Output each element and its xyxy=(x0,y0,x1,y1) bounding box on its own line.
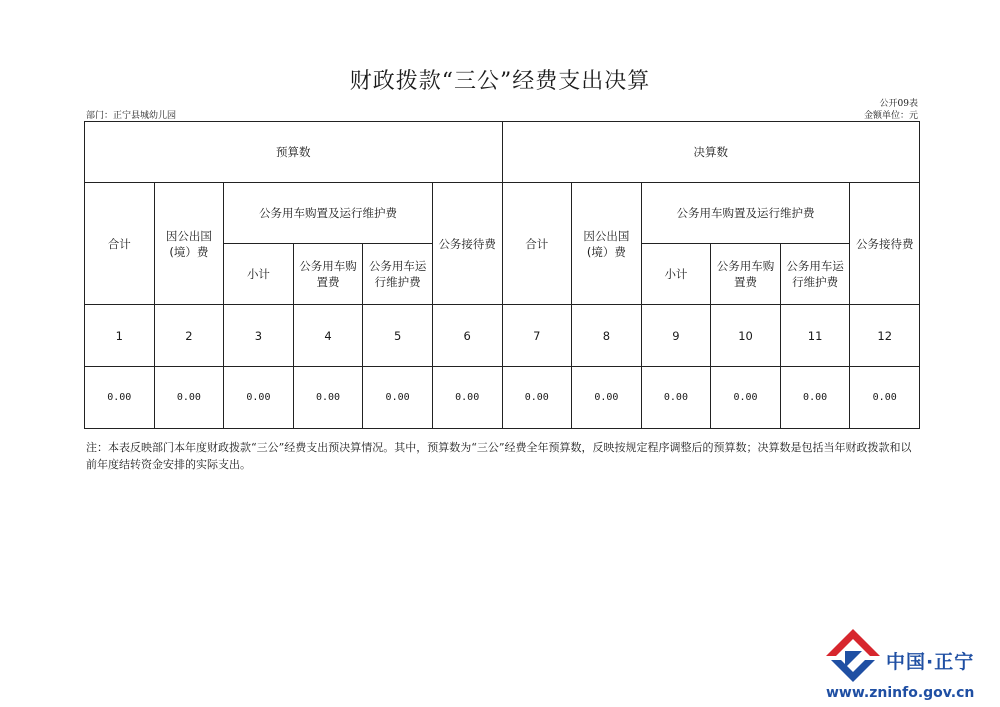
column-number-cell: 2 xyxy=(154,305,224,367)
column-number-cell: 12 xyxy=(850,305,920,367)
value-row xyxy=(85,367,920,429)
column-number-cell: 10 xyxy=(711,305,781,367)
final-abroad-header: 因公出国(境）费 xyxy=(572,183,642,305)
value-cell: 0.00 xyxy=(224,367,294,429)
column-number-cell: 11 xyxy=(780,305,850,367)
value-cell: 0.00 xyxy=(850,367,920,429)
budget-group-header: 预算数 xyxy=(85,122,503,183)
value-cell: 0.00 xyxy=(572,367,642,429)
value-cell: 0.00 xyxy=(154,367,224,429)
column-number-cell: 8 xyxy=(572,305,642,367)
final-subtotal-header: 小计 xyxy=(641,244,711,305)
budget-purchase-header: 公务用车购置费 xyxy=(293,244,363,305)
final-operation-header: 公务用车运行维护费 xyxy=(780,244,850,305)
budget-total-header: 合计 xyxy=(85,183,155,305)
value-cell: 0.00 xyxy=(711,367,781,429)
expense-table xyxy=(84,121,920,429)
column-number-cell: 4 xyxy=(293,305,363,367)
site-watermark xyxy=(820,625,990,705)
zhengning-logo-icon xyxy=(822,627,884,685)
column-number-cell: 6 xyxy=(432,305,502,367)
budget-vehicle-header: 公务用车购置及运行维护费 xyxy=(224,183,433,244)
final-purchase-header: 公务用车购置费 xyxy=(711,244,781,305)
value-cell: 0.00 xyxy=(363,367,433,429)
value-cell: 0.00 xyxy=(641,367,711,429)
budget-operation-header: 公务用车运行维护费 xyxy=(363,244,433,305)
value-cell: 0.00 xyxy=(432,367,502,429)
value-cell: 0.00 xyxy=(780,367,850,429)
site-name: 中国·正宁 xyxy=(886,651,975,673)
column-number-cell: 1 xyxy=(85,305,155,367)
column-number-cell: 5 xyxy=(363,305,433,367)
final-group-header: 决算数 xyxy=(502,122,920,183)
final-vehicle-header: 公务用车购置及运行维护费 xyxy=(641,183,850,244)
value-cell: 0.00 xyxy=(85,367,155,429)
column-number-cell: 3 xyxy=(224,305,294,367)
unit-label: 金额单位：元 xyxy=(863,111,918,121)
column-number-cell: 9 xyxy=(641,305,711,367)
final-total-header: 合计 xyxy=(502,183,572,305)
budget-subtotal-header: 小计 xyxy=(224,244,294,305)
budget-reception-header: 公务接待费 xyxy=(432,183,502,305)
column-number-cell: 7 xyxy=(502,305,572,367)
form-code: 公开09表 xyxy=(879,99,918,109)
value-cell: 0.00 xyxy=(502,367,572,429)
footnote: 注：本表反映部门本年度财政拨款“三公”经费支出预决算情况。其中，预算数为“三公”经费全年预算数，反映按规定程序调整后的预算数；决算数是包括当年财政拨款和以前年度结转资金安排的实际支出。 xyxy=(86,441,912,471)
column-number-row xyxy=(85,305,920,367)
department-label: 部门：正宁县城幼儿园 xyxy=(86,111,177,121)
site-url: www.zninfo.gov.cn xyxy=(826,685,975,701)
budget-abroad-header: 因公出国(境）费 xyxy=(154,183,224,305)
value-cell: 0.00 xyxy=(293,367,363,429)
report-title: 财政拨款“三公”经费支出决算 xyxy=(349,69,651,94)
final-reception-header: 公务接待费 xyxy=(850,183,920,305)
